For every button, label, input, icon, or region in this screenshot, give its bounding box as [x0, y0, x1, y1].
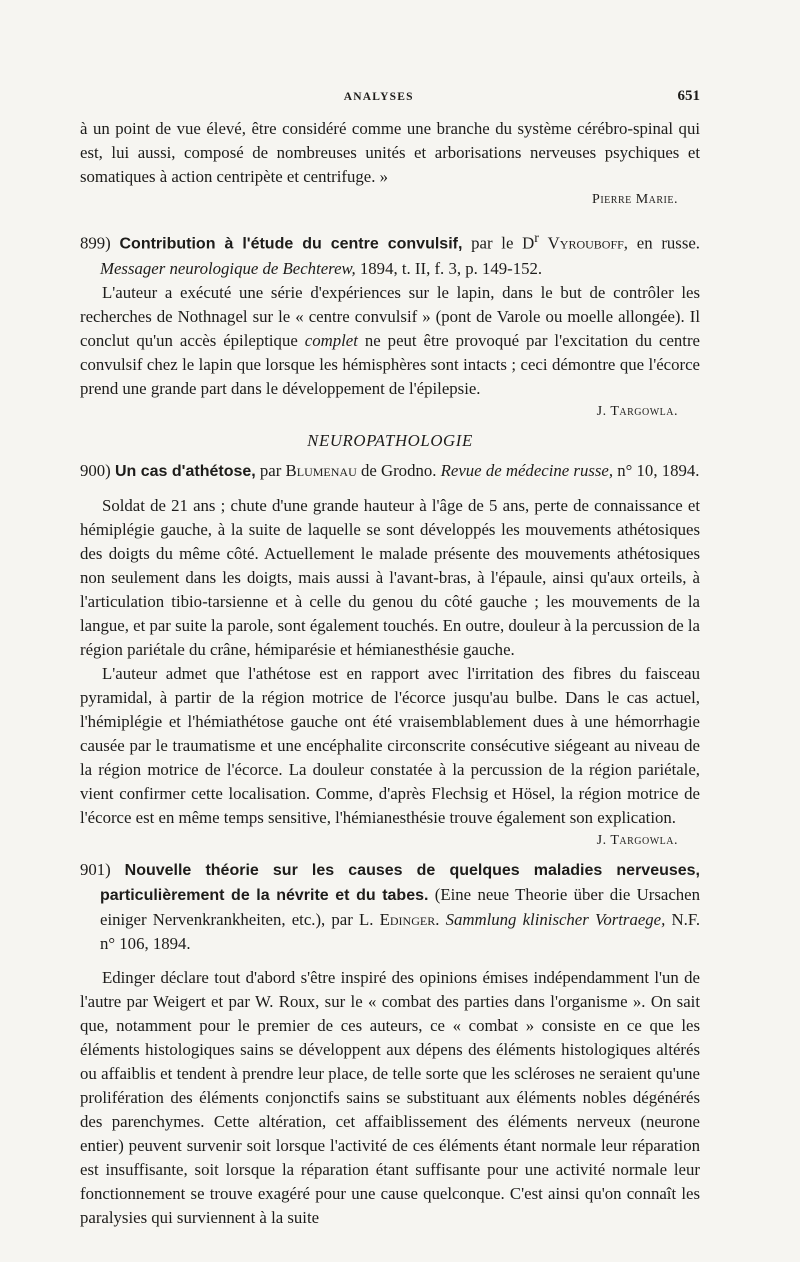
signature-targowla-1: J. Targowla.	[596, 403, 678, 419]
entry-journal: Messager neurologique de Bechterew,	[100, 258, 356, 278]
page-text	[80, 84, 700, 1230]
entry-author: Vyrouboff,	[547, 233, 629, 253]
emphasis-text: complet	[304, 330, 358, 350]
entry-reference: n° 10, 1894.	[617, 460, 700, 480]
entry-author: Edinger.	[379, 909, 440, 929]
entry-number: 901)	[80, 859, 111, 879]
entry-by-sup: r	[534, 231, 539, 246]
entry-journal: Revue de médecine russe,	[440, 460, 614, 480]
intro-paragraph: à un point de vue élevé, être considéré comme une branche du système cérébro-spinal qui est, lui aussi, composé de nombreuses unités et arborisations nerveuses psychiques et somatiques à action centripète et centrifuge. »	[80, 119, 700, 186]
entry-reference: N.F. n° 106, 1894.	[100, 909, 701, 953]
entry-title: Contribution à l'étude du centre convulsif,	[119, 235, 463, 253]
page-number: 651	[677, 88, 700, 104]
entry-900-body-1: Soldat de 21 ans ; chute d'une grande hauteur à l'âge de 5 ans, perte de connaissance et hémiplégie gauche, à la suite de laquelle se sont développés les mouvements athétosiques des doigts du même côté. Actuellement le malade présente des mouvements athétosiques non seulement dans les doigts, mais aussi à l'avant-bras, à l'épaule, ainsi qu'aux orteils, à l'articulation tibio-tarsienne et à celle du genou du côté gauche ; les mouvements de la langue, et par suite la parole, sont également touchés. En outre, douleur à la percussion de la région pariétale du crâne, hémiparésie et hémianesthésie gauche.	[80, 495, 700, 659]
entry-reference: 1894, t. II, f. 3, p. 149-152.	[359, 258, 543, 278]
entry-by: par le D	[471, 233, 535, 253]
running-header	[80, 84, 700, 109]
running-title: ANALYSES	[343, 91, 414, 103]
entry-journal: Sammlung klinischer Vortraege,	[445, 909, 666, 929]
entry-900-heading	[80, 459, 700, 484]
signature-targowla-2: J. Targowla.	[596, 832, 678, 848]
entry-number: 900)	[80, 460, 111, 480]
section-heading: NEUROPATHOLOGIE	[307, 430, 473, 450]
body-text: L'auteur a exécuté une série d'expériences sur le lapin, dans le but de contrôler les recherches de Nothnagel sur le « centre convulsif » (pont de Varole ou moelle allongée). Il conclut qu'un accès épileptique	[80, 282, 700, 350]
entry-by: par	[259, 460, 282, 480]
entry-900-body-2: L'auteur admet que l'athétose est en rapport avec l'irritation des fibres du faisceau pyramidal, à partir de la région motrice de l'écorce jusqu'au bulbe. Dans le cas actuel, l'hémiplégie et l'hémiathétose gauche ont été vraisemblablement dues à une hémorrhagie causée par le traumatisme et une encéphalite circonscrite consécutive siégeant au niveau de la région motrice de l'écorce. La douleur constatée à la percussion de la région pariétale, vient confirmer cette localisation. Comme, d'après Flechsig et Hösel, la région motrice de l'écorce est en même temps sensitive, l'hémianesthésie trouve également son explication.	[80, 663, 700, 827]
entry-place: de Grodno.	[360, 460, 437, 480]
entry-language: en russe.	[636, 233, 700, 253]
entry-901-heading	[80, 858, 700, 956]
body-text: ne peut être provoqué par l'excitation du centre convulsif chez le lapin que lorsque les hémisphères sont intacts ; ceci démontre que l'écorce prend une grande part dans le développement de l'épilepsie.	[80, 330, 700, 398]
entry-author: Blumenau	[285, 460, 357, 480]
entry-german-title: (Eine neue Theorie über die Ursachen einiger Nervenkrankheiten, etc.), par L.	[100, 884, 700, 929]
entry-901-body: Edinger déclare tout d'abord s'être inspiré des opinions émises indépendamment l'un de l'autre par Weigert et par W. Roux, sur le « combat des parties dans l'organisme ». On sait que, notamment pour le premier de ces auteurs, ce « combat » consiste en ce que les éléments histologiques sains se développent aux dépens des éléments histologiques altérés ou affaiblis et tendent à prendre leur place, de telle sorte que les scléroses ne seraient qu'une prolifération des éléments conjonctifs sains se substituant aux éléments nobles dégénérés des parenchymes. Cette altération, cet affaiblissement des éléments nerveux (neurone entier) peuvent survenir soit lorsque l'activité de ces éléments étant normale leur réparation est insuffisante, soit lorsque la réparation étant suffisante pour une activité normale leur fonctionnement se trouve exagéré pour une cause quelconque. C'est ainsi qu'on connaît les paralysies qui surviennent à la suite	[80, 967, 700, 1227]
entry-title: Nouvelle théorie sur les causes de quelques maladies nerveuses, particulièrement de la névrite et du tabes.	[100, 861, 701, 904]
entry-number: 899)	[80, 233, 111, 253]
signature-pierre-marie: Pierre Marie.	[592, 192, 678, 207]
entry-899-heading	[80, 227, 700, 281]
entry-title: Un cas d'athétose,	[114, 462, 256, 480]
entry-899-body	[80, 281, 700, 401]
